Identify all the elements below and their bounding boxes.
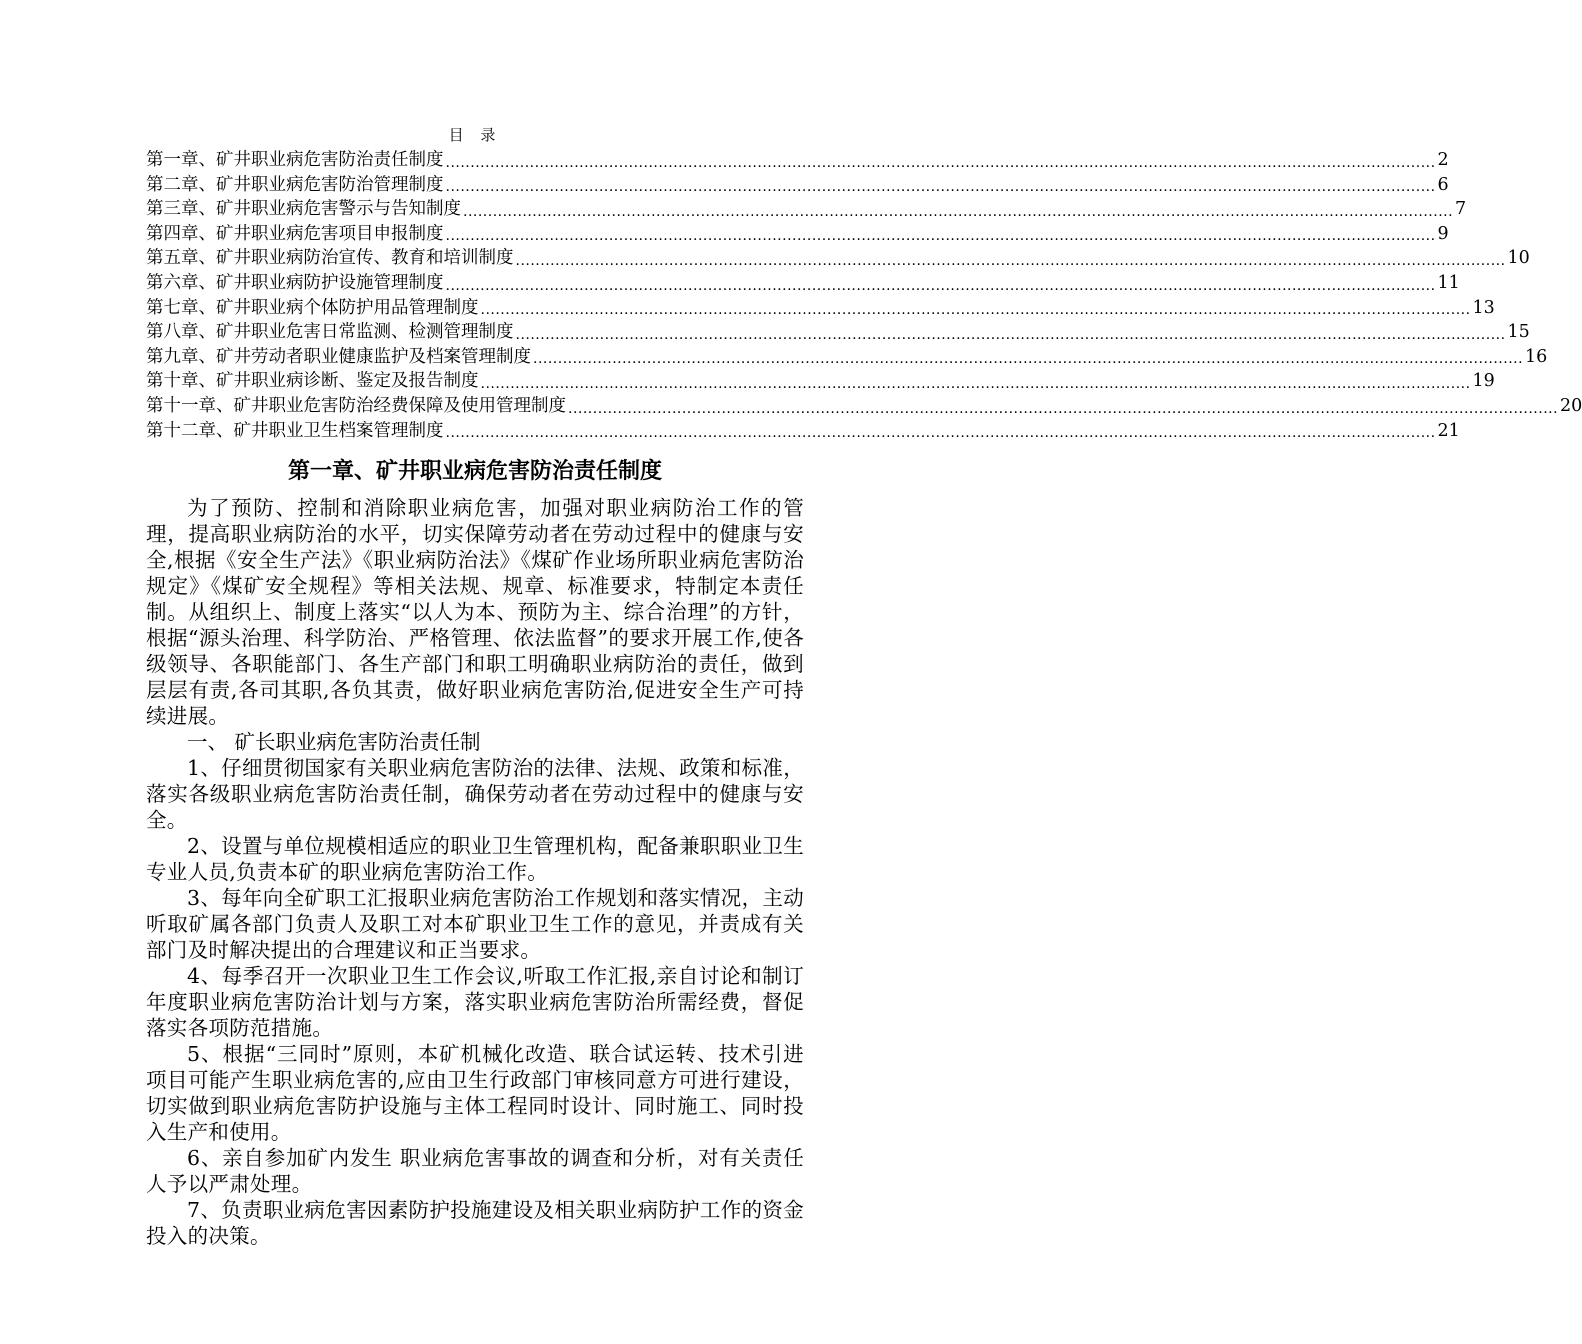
toc-entry-page: 7 [1455, 199, 1467, 220]
toc-entry-label: 第三章、矿井职业病危害警示与告知制度 [146, 199, 461, 220]
toc-entry-page: 2 [1437, 150, 1449, 170]
toc-entry-label: 第九章、矿井劳动者职业健康监护及档案管理制度 [146, 346, 531, 367]
toc-entry[interactable] [146, 320, 1530, 345]
toc-entry-label: 第七章、矿井职业病个体防护用品管理制度 [146, 297, 479, 318]
toc-leader-dots: ........................................................................................................................................................................................................ [515, 326, 1506, 343]
toc-entry-page: 10 [1507, 248, 1530, 269]
toc-entry[interactable] [146, 197, 1467, 222]
responsibility-item: 6、亲自参加矿内发生 职业病危害事故的调查和分析，对有关责任人予以严肃处理。 [146, 1146, 804, 1196]
toc-title: 目 录 [448, 126, 502, 144]
toc-entry-label: 第十一章、矿井职业危害防治经费保障及使用管理制度 [146, 395, 566, 416]
toc-entry-label: 第十二章、矿井职业卫生档案管理制度 [146, 420, 444, 441]
toc-leader-dots: ........................................................................................................................................................................................................ [480, 302, 1471, 319]
table-of-contents [146, 148, 1582, 443]
chapter-title: 第一章、矿井职业病危害防治责任制度 [287, 459, 662, 484]
toc-entry[interactable] [146, 419, 1460, 444]
toc-entry[interactable] [146, 222, 1449, 247]
toc-entry-page: 21 [1437, 420, 1460, 441]
toc-entry-page: 6 [1437, 174, 1449, 195]
toc-entry[interactable] [146, 345, 1548, 370]
chapter-body [146, 495, 804, 1249]
toc-leader-dots: ........................................................................................................................................................................................................ [480, 375, 1471, 392]
toc-entry-page: 11 [1437, 272, 1460, 293]
toc-entry-label: 第六章、矿井职业病防护设施管理制度 [146, 272, 444, 293]
toc-entry-label: 第五章、矿井职业病防治宣传、教育和培训制度 [146, 248, 514, 269]
toc-entry[interactable] [146, 148, 1449, 173]
toc-entry-label: 第十章、矿井职业病诊断、鉴定及报告制度 [146, 371, 479, 392]
toc-entry-page: 15 [1507, 322, 1530, 343]
responsibility-item: 5、根据“三同时”原则，本矿机械化改造、联合试运转、技术引进项目可能产生职业病危害的,应由卫生行政部门审核同意方可进行建设，切实做到职业病危害防护设施与主体工程同时设计、同时施工、同时投入生产和使用。 [146, 1042, 804, 1144]
toc-entry[interactable] [146, 271, 1460, 296]
toc-entry[interactable] [146, 173, 1449, 198]
toc-entry-label: 第二章、矿井职业病危害防治管理制度 [146, 174, 444, 195]
toc-entry[interactable] [146, 246, 1530, 271]
toc-entry-page: 20 [1560, 395, 1582, 416]
toc-entry-page: 9 [1437, 223, 1449, 244]
toc-entry-label: 第一章、矿井职业病危害防治责任制度 [146, 150, 444, 170]
toc-leader-dots: ........................................................................................................................................................................................................ [515, 252, 1506, 269]
toc-entry-page: 19 [1472, 371, 1495, 392]
toc-entry-page: 16 [1525, 346, 1548, 367]
responsibility-item: 1、仔细贯彻国家有关职业病危害防治的法律、法规、政策和标准，落实各级职业病危害防治责任制，确保劳动者在劳动过程中的健康与安全。 [146, 756, 804, 832]
toc-leader-dots: ........................................................................................................................................................................................................ [445, 425, 1436, 442]
toc-leader-dots: ........................................................................................................................................................................................................ [533, 351, 1524, 368]
toc-leader-dots: ........................................................................................................................................................................................................ [568, 400, 1559, 417]
toc-leader-dots: ........................................................................................................................................................................................................ [463, 203, 1454, 220]
section-heading: 一、 矿长职业病危害防治责任制 [187, 730, 481, 754]
intro-paragraph: 为了预防、控制和消除职业病危害，加强对职业病防治工作的管理，提高职业病防治的水平，切实保障劳动者在劳动过程中的健康与安全,根据《安全生产法》《职业病防治法》《煤矿作业场所职业病危害防治规定》《煤矿安全规程》等相关法规、规章、标准要求，特制定本责任制。从组织上、制度上落实“以人为本、预防为主、综合治理”的方针，根据“源头治理、科学防治、严格管理、依法监督”的要求开展工作,使各级领导、各职能部门、各生产部门和职工明确职业病防治的责任，做到层层有责,各司其职,各负其责，做好职业病危害防治,促进安全生产可持续进展。 [146, 496, 804, 728]
toc-leader-dots: ........................................................................................................................................................................................................ [445, 179, 1436, 196]
toc-leader-dots: ........................................................................................................................................................................................................ [445, 154, 1436, 171]
toc-entry-label: 第八章、矿井职业危害日常监测、检测管理制度 [146, 322, 514, 343]
toc-leader-dots: ........................................................................................................................................................................................................ [445, 277, 1436, 294]
toc-entry[interactable] [146, 394, 1582, 419]
responsibility-item: 2、设置与单位规模相适应的职业卫生管理机构，配备兼职职业卫生专业人员,负责本矿的职业病危害防治工作。 [146, 834, 804, 884]
toc-leader-dots: ........................................................................................................................................................................................................ [445, 228, 1436, 245]
responsibility-item: 3、每年向全矿职工汇报职业病危害防治工作规划和落实情况，主动听取矿属各部门负责人及职工对本矿职业卫生工作的意见，并责成有关部门及时解决提出的合理建议和正当要求。 [146, 886, 804, 962]
responsibility-item: 7、负责职业病危害因素防护投施建设及相关职业病防护工作的资金投入的决策。 [146, 1198, 804, 1248]
toc-entry[interactable] [146, 296, 1495, 321]
toc-entry[interactable] [146, 369, 1495, 394]
responsibility-item: 4、每季召开一次职业卫生工作会议,听取工作汇报,亲自讨论和制订年度职业病危害防治计划与方案，落实职业病危害防治所需经费，督促落实各项防范措施。 [146, 964, 804, 1040]
toc-entry-page: 13 [1472, 297, 1495, 318]
toc-entry-label: 第四章、矿井职业病危害项目申报制度 [146, 223, 444, 244]
